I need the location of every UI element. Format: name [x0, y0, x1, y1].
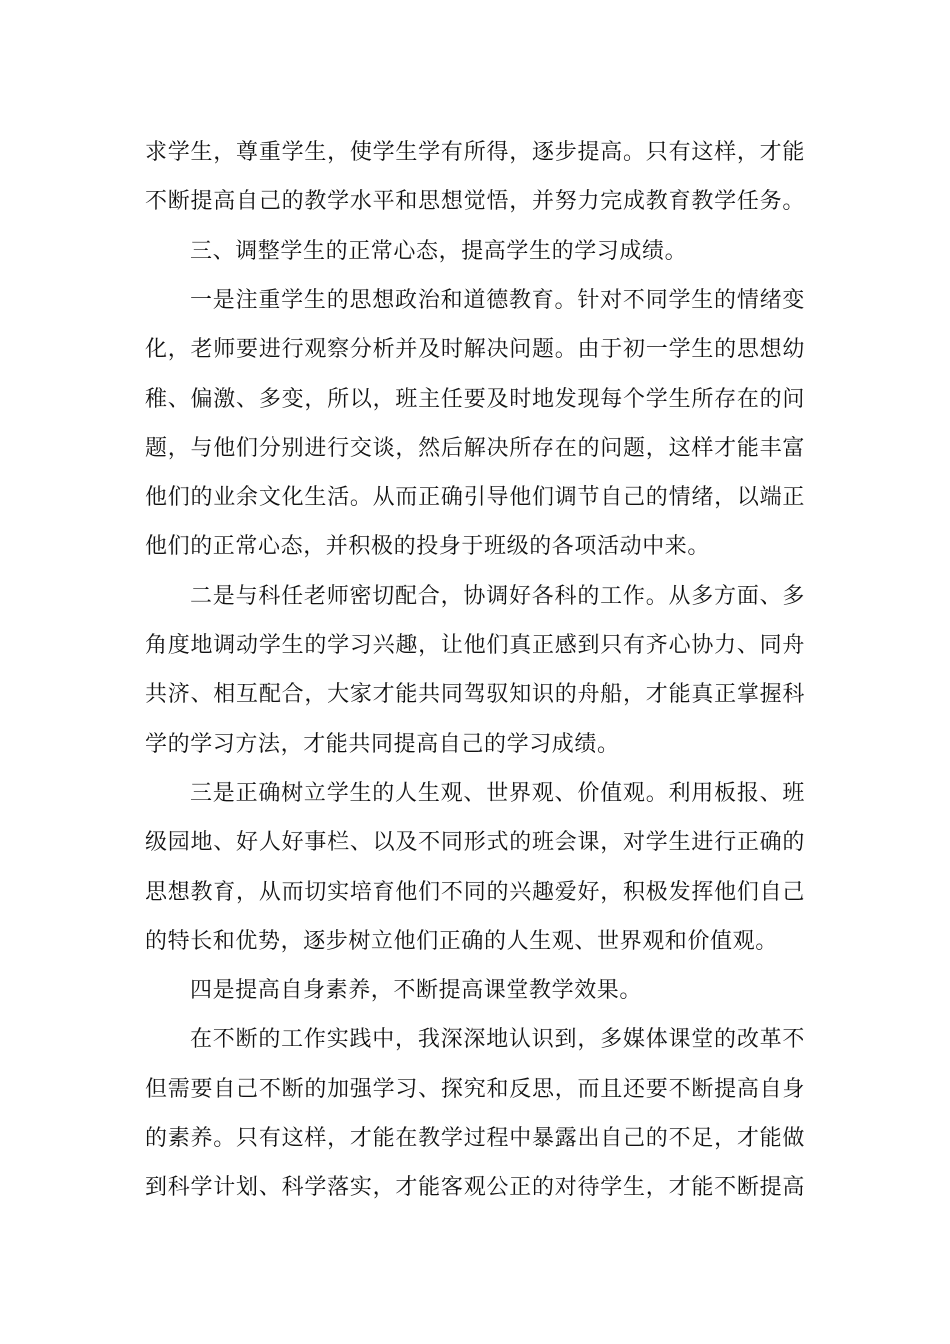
- text-line: 思想教育，从而切实培育他们不同的兴趣爱好，积极发挥他们自己: [145, 880, 805, 905]
- text-line: 的特长和优势，逐步树立他们正确的人生观、世界观和价值观。: [145, 929, 778, 954]
- text-line: 在不断的工作实践中，我深深地认识到，多媒体课堂的改革不: [190, 1027, 805, 1052]
- text-line: 二是与科任老师密切配合，协调好各科的工作。从多方面、多: [190, 584, 805, 609]
- text-line: 他们的业余文化生活。从而正确引导他们调节自己的情绪，以端正: [145, 485, 805, 510]
- text-line: 求学生，尊重学生，使学生学有所得，逐步提高。只有这样，才能: [145, 140, 805, 165]
- text-line: 到科学计划、科学落实，才能客观公正的对待学生，才能不断提高: [145, 1175, 805, 1200]
- text-line: 三、调整学生的正常心态，提高学生的学习成绩。: [190, 239, 688, 264]
- text-line: 他们的正常心态，并积极的投身于班级的各项活动中来。: [145, 534, 711, 559]
- text-line: 学的学习方法，才能共同提高自己的学习成绩。: [145, 732, 620, 757]
- text-line: 稚、偏激、多变，所以，班主任要及时地发现每个学生所存在的问: [145, 387, 805, 412]
- text-line: 的素养。只有这样，才能在教学过程中暴露出自己的不足，才能做: [145, 1126, 805, 1151]
- text-line: 共济、相互配合，大家才能共同驾驭知识的舟船，才能真正掌握科: [145, 682, 805, 707]
- text-line: 级园地、好人好事栏、以及不同形式的班会课，对学生进行正确的: [145, 830, 805, 855]
- text-line: 角度地调动学生的学习兴趣，让他们真正感到只有齐心协力、同舟: [145, 633, 805, 658]
- text-line: 化，老师要进行观察分析并及时解决问题。由于初一学生的思想幼: [145, 337, 805, 362]
- text-line: 一是注重学生的思想政治和道德教育。针对不同学生的情绪变: [190, 288, 805, 313]
- text-line: 但需要自己不断的加强学习、探究和反思，而且还要不断提高自身: [145, 1077, 805, 1102]
- text-line: 四是提高自身素养，不断提高课堂教学效果。: [190, 978, 643, 1003]
- text-line: 题，与他们分别进行交谈，然后解决所存在的问题，这样才能丰富: [145, 436, 805, 461]
- text-line: 不断提高自己的教学水平和思想觉悟，并努力完成教育教学任务。: [145, 189, 805, 214]
- text-line: 三是正确树立学生的人生观、世界观、价值观。利用板报、班: [190, 781, 805, 806]
